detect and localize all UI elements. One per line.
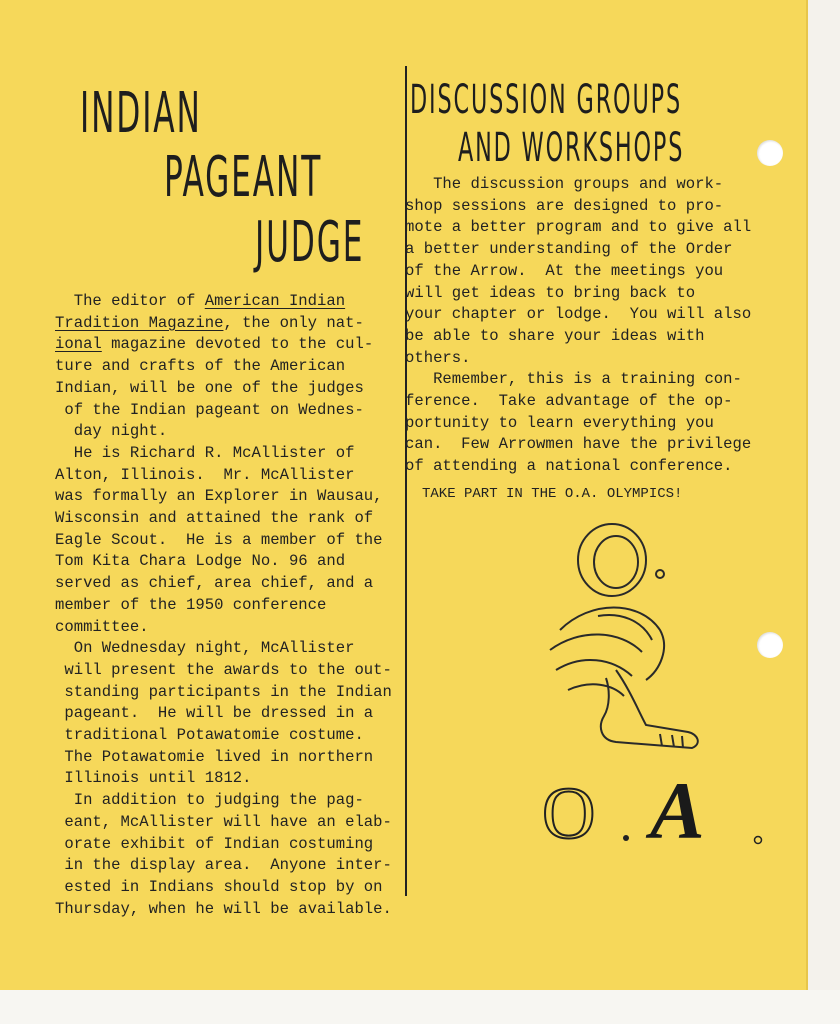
article-line: [55, 682, 392, 704]
article-line: a better understanding of the Order: [405, 240, 733, 259]
article-line: portunity to learn everything you: [405, 413, 714, 432]
workshops-article-body: [405, 174, 751, 478]
article-line: [55, 812, 392, 834]
pageant-judge-article-body: [55, 291, 392, 920]
article-line: ference. Take advantage of the op-: [405, 392, 733, 411]
article-line: mote a better program and to give all: [405, 218, 752, 237]
article-line: [55, 551, 392, 573]
line-text: member of the 1950 conference: [55, 595, 327, 614]
line-text: In addition to judging the pag-: [55, 791, 364, 810]
punch-hole-top: [757, 140, 783, 166]
article-line: can. Few Arrowmen have the privilege: [405, 435, 752, 454]
emblem-period-2: [755, 837, 762, 844]
article-line: of the Arrow. At the meetings you: [405, 261, 724, 280]
underlined-text: American Indian: [204, 292, 346, 310]
line-text: Illinois until 1812.: [55, 769, 252, 788]
article-line: [55, 421, 392, 443]
line-text: The Potawatomie lived in northern: [55, 747, 374, 766]
line-text: was formally an Explorer in Wausau,: [55, 487, 383, 506]
article-line: [55, 834, 392, 856]
line-text: Eagle Scout. He is a member of the: [55, 530, 383, 549]
underlined-text: Tradition Magazine: [55, 313, 224, 332]
article-line: [55, 660, 392, 682]
line-text: in the display area. Anyone inter-: [55, 856, 392, 875]
headline-line-2: PAGEANT: [164, 145, 323, 210]
article-line: [55, 703, 392, 725]
headline-line-3: JUDGE: [255, 210, 365, 275]
line-text: He is Richard R. McAllister of: [55, 443, 355, 462]
workshops-headline-line-1: DISCUSSION GROUPS: [410, 77, 683, 123]
article-line: [55, 617, 392, 639]
emblem-period-1: [623, 835, 629, 841]
line-text: eant, McAllister will have an elab-: [55, 812, 392, 831]
article-line: [55, 530, 392, 552]
line-text: ture and crafts of the American: [55, 357, 346, 376]
line-text: orate exhibit of Indian costuming: [55, 834, 374, 853]
article-line: [55, 378, 392, 400]
article-line: [55, 768, 392, 790]
emblem-wing-4: [568, 684, 624, 696]
line-text: The editor of: [55, 292, 205, 310]
emblem-foot: [601, 670, 698, 748]
article-line: will get ideas to bring back to: [405, 283, 696, 302]
article-line: [55, 291, 392, 313]
page-bottom-margin: [0, 990, 840, 1024]
article-line: [55, 486, 392, 508]
article-line: shop sessions are designed to pro-: [405, 196, 724, 215]
article-line: [55, 356, 392, 378]
line-text: ested in Indians should stop by on: [55, 877, 383, 896]
line-text: On Wednesday night, McAllister: [55, 639, 355, 658]
article-line: be able to share your ideas with: [405, 326, 705, 345]
line-text: served as chief, area chief, and a: [55, 574, 374, 593]
article-line: [55, 595, 392, 617]
article-line: The discussion groups and work-: [405, 175, 724, 193]
emblem-ring-top-outer: [578, 524, 646, 596]
line-text: , the only nat-: [223, 313, 364, 332]
article-line: [55, 508, 392, 530]
article-line: Remember, this is a training con-: [405, 370, 742, 389]
article-line: your chapter or lodge. You will also: [405, 305, 752, 324]
article-line: [55, 465, 392, 487]
article-line: [55, 747, 392, 769]
article-line: others.: [405, 348, 471, 367]
line-text: of the Indian pageant on Wednes-: [55, 400, 364, 419]
article-line: [55, 573, 392, 595]
emblem-wing-3: [556, 660, 632, 676]
line-text: Alton, Illinois. Mr. McAllister: [55, 465, 355, 484]
article-line: [55, 899, 392, 921]
emblem-letter-o: O: [542, 773, 596, 855]
line-text: day night.: [55, 422, 168, 441]
article-line: [55, 443, 392, 465]
article-line: [55, 638, 392, 660]
headline-line-1: INDIAN: [80, 81, 202, 146]
article-line: [55, 334, 392, 356]
article-line: [55, 725, 392, 747]
emblem-ring-top-inner: [594, 536, 638, 588]
olympics-callout: TAKE PART IN THE O.A. OLYMPICS!: [422, 486, 683, 502]
line-text: committee.: [55, 617, 149, 636]
line-text: magazine devoted to the cul-: [101, 335, 374, 354]
emblem-wing-2: [550, 634, 642, 652]
emblem-dot: [656, 570, 664, 578]
article-line: [55, 313, 392, 335]
oa-winged-foot-emblem: [520, 520, 800, 870]
workshops-headline-line-2: AND WORKSHOPS: [458, 125, 685, 171]
line-text: Tom Kita Chara Lodge No. 96 and: [55, 552, 346, 571]
emblem-letter-a: A: [650, 765, 705, 856]
article-line: [55, 877, 392, 899]
article-line: [55, 400, 392, 422]
emblem-wing-5: [598, 615, 652, 640]
line-text: standing participants in the Indian: [55, 682, 392, 701]
line-text: will present the awards to the out-: [55, 660, 392, 679]
article-line: [55, 855, 392, 877]
line-text: Indian, will be one of the judges: [55, 378, 364, 397]
line-text: Wisconsin and attained the rank of: [55, 509, 374, 528]
line-text: traditional Potawatomie costume.: [55, 726, 364, 745]
underlined-text: ional: [55, 335, 102, 354]
line-text: Thursday, when he will be available.: [55, 899, 392, 918]
article-line: of attending a national conference.: [405, 457, 733, 476]
emblem-wing-1: [560, 608, 664, 681]
article-line: [55, 790, 392, 812]
line-text: pageant. He will be dressed in a: [55, 704, 374, 723]
